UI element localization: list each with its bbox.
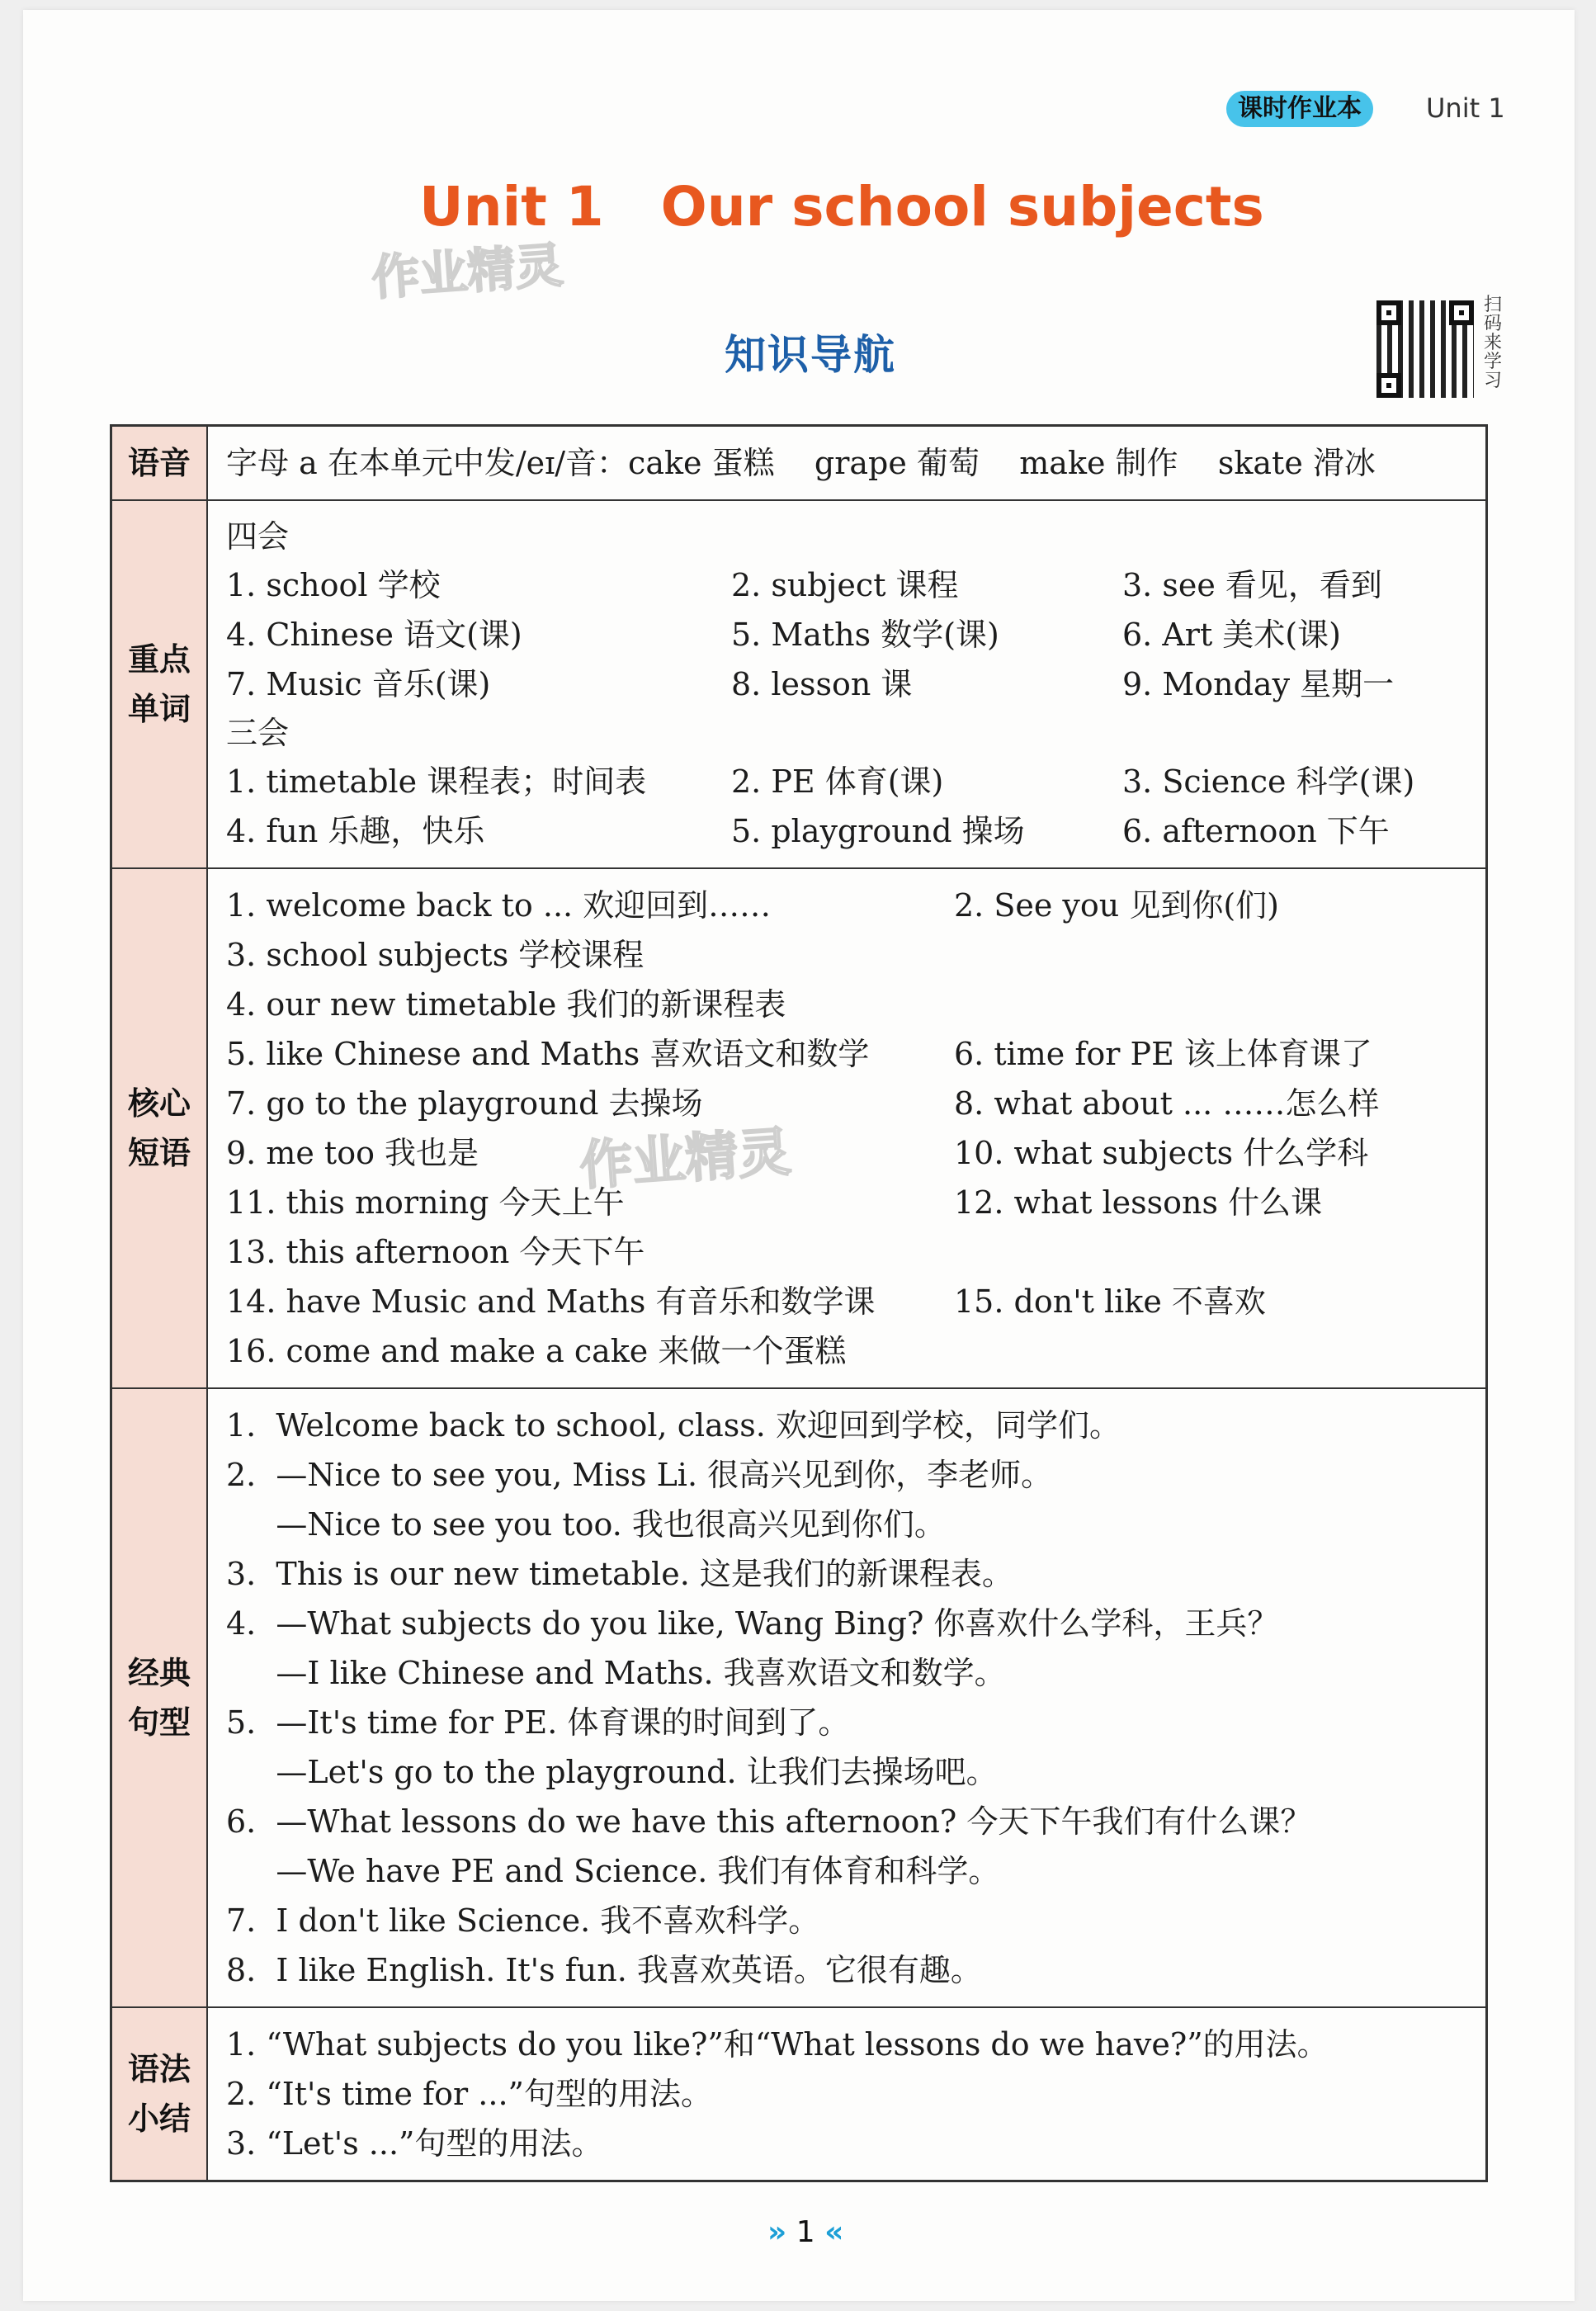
row-grammar bbox=[111, 2007, 1487, 2181]
phrase-row: 16. come and make a cake 来做一个蛋糕 bbox=[226, 1333, 847, 1369]
phrase-row: 3. school subjects 学校课程 bbox=[226, 937, 645, 973]
phrase-row: 5. like Chinese and Maths 喜欢语文和数学 6. time for PE 该上体育课了 bbox=[226, 1036, 1372, 1072]
phrases-content bbox=[207, 868, 1487, 1388]
sentence-line: 7. I don't like Science. 我不喜欢科学。 bbox=[226, 1902, 820, 1939]
sentences-content bbox=[207, 1388, 1487, 2007]
label-grammar: 语法小结 bbox=[111, 2007, 208, 2181]
sentence-line: —Let's go to the playground. 让我们去操场吧。 bbox=[226, 1754, 998, 1790]
sentence-line: 6. —What lessons do we have this afternoon? 今天下午我们有什么课？ bbox=[226, 1803, 1312, 1840]
four-skills-heading: 四会 bbox=[226, 518, 290, 555]
page-number: 1 bbox=[796, 2215, 815, 2249]
sentence-line: 4. —What subjects do you like, Wang Bing? 你喜欢什么学科，王兵？ bbox=[226, 1605, 1279, 1642]
grammar-line: 3. “Let's ...”句型的用法。 bbox=[226, 2125, 603, 2162]
grammar-content bbox=[207, 2007, 1487, 2181]
label-words: 重点单词 bbox=[111, 500, 208, 868]
sentence-line: —We have PE and Science. 我们有体育和科学。 bbox=[226, 1853, 1000, 1889]
sentence-line: —Nice to see you too. 我也很高兴见到你们。 bbox=[226, 1506, 946, 1543]
phrase-row: 1. welcome back to ... 欢迎回到…… 2. See you 见到你(们) bbox=[226, 887, 1279, 924]
book-badge: 课时作业本 bbox=[1226, 91, 1373, 127]
workbook-page bbox=[23, 10, 1575, 2301]
grammar-line: 2. “It's time for ...”句型的用法。 bbox=[226, 2076, 712, 2112]
word-row: 4. fun 乐趣，快乐 5. playground 操场 6. afternoon 下午 bbox=[226, 813, 1390, 849]
row-phrases bbox=[111, 868, 1487, 1388]
grammar-line: 1. “What subjects do you like?”和“What lessons do we have?”的用法。 bbox=[226, 2026, 1329, 2063]
pronunciation-text: 字母 a 在本单元中发/eɪ/音：cake 蛋糕 grape 葡萄 make 制作 skate 滑冰 bbox=[226, 445, 1376, 481]
pronunciation-content bbox=[207, 426, 1487, 501]
sentence-line: 8. I like English. It's fun. 我喜欢英语。它很有趣。 bbox=[226, 1952, 982, 1988]
row-pronunciation bbox=[111, 426, 1487, 501]
watermark: 作业精灵 bbox=[578, 1122, 793, 1198]
three-skills-heading: 三会 bbox=[226, 715, 290, 751]
chevron-right-icon: » bbox=[767, 2215, 787, 2249]
label-pronunciation: 语音 bbox=[111, 426, 208, 501]
word-row: 7. Music 音乐(课) 8. lesson 课 9. Monday 星期一 bbox=[226, 666, 1395, 702]
sentence-line: 5. —It's time for PE. 体育课的时间到了。 bbox=[226, 1704, 850, 1741]
header-unit-label: Unit 1 bbox=[1426, 92, 1505, 124]
words-content bbox=[207, 500, 1487, 868]
row-words bbox=[111, 500, 1487, 868]
word-row: 1. school 学校 2. subject 课程 3. see 看见，看到 bbox=[226, 567, 1382, 603]
sentence-line: 1. Welcome back to school, class. 欢迎回到学校，同学们。 bbox=[226, 1407, 1121, 1444]
phrase-row: 11. this morning 今天上午 12. what lessons 什么课 bbox=[226, 1184, 1323, 1221]
phrase-row: 7. go to the playground 去操场 8. what about ... ……怎么样 bbox=[226, 1085, 1380, 1122]
word-row: 4. Chinese 语文(课) 5. Maths 数学(课) 6. Art 美术(课) bbox=[226, 617, 1341, 653]
label-phrases: 核心短语 bbox=[111, 868, 208, 1388]
knowledge-table bbox=[110, 424, 1488, 2182]
page-footer bbox=[767, 2215, 843, 2249]
word-row: 1. timetable 课程表；时间表 2. PE 体育(课) 3. Science 科学(课) bbox=[226, 763, 1415, 800]
page-title: Unit 1 Our school subjects bbox=[419, 175, 1264, 239]
chevron-left-icon: « bbox=[824, 2215, 844, 2249]
phrase-row: 14. have Music and Maths 有音乐和数学课 15. don't like 不喜欢 bbox=[226, 1283, 1266, 1320]
sentence-line: —I like Chinese and Maths. 我喜欢语文和数学。 bbox=[226, 1655, 1006, 1691]
sentence-line: 3. This is our new timetable. 这是我们的新课程表。 bbox=[226, 1556, 1013, 1592]
phrase-row: 13. this afternoon 今天下午 bbox=[226, 1234, 645, 1270]
row-sentences bbox=[111, 1388, 1487, 2007]
phrase-row: 4. our new timetable 我们的新课程表 bbox=[226, 986, 786, 1023]
section-subtitle: 知识导航 bbox=[725, 331, 896, 379]
phrase-row: 9. me too 我也是 10. what subjects 什么学科 bbox=[226, 1135, 1369, 1171]
qr-code-label: 扫码来学习 bbox=[1483, 295, 1502, 391]
sentence-line: 2. —Nice to see you, Miss Li. 很高兴见到你，李老师。 bbox=[226, 1457, 1053, 1493]
watermark: 作业精灵 bbox=[370, 236, 565, 306]
label-sentences: 经典句型 bbox=[111, 1388, 208, 2007]
qr-code-icon[interactable] bbox=[1376, 300, 1474, 398]
